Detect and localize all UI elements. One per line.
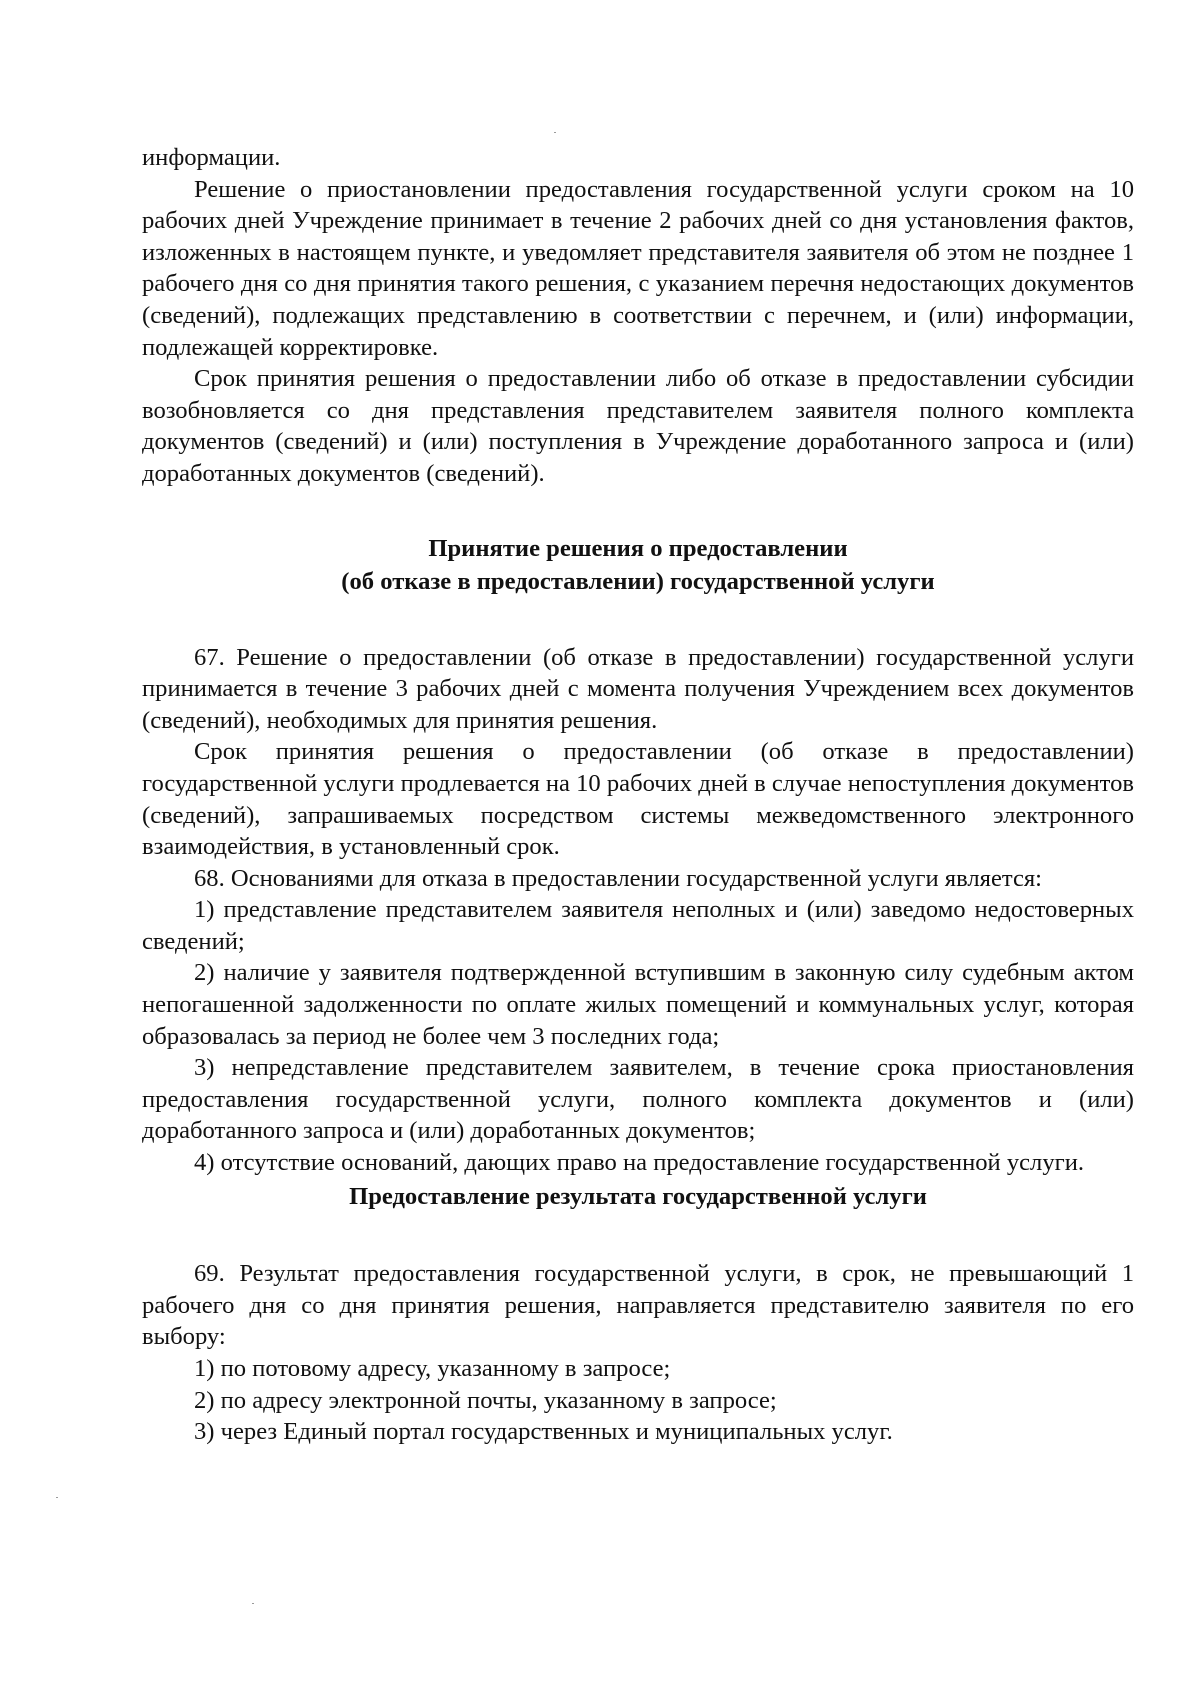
list-item-68-2: 2) наличие у заявителя подтвержденной вступившим в законную силу судебным актом непогашенной задолженности по оплате жилых помещений и коммунальных услуг, которая образовалась за период не более чем 3 последних года; xyxy=(142,959,1134,1050)
paragraph-68: 68. Основаниями для отказа в предоставлении государственной услуги является: xyxy=(194,864,1043,892)
opening-line: информации. xyxy=(142,144,281,171)
scan-speck xyxy=(554,132,556,133)
scan-speck xyxy=(252,1603,254,1604)
list-item-68-3: 3) непредставление представителем заявителем, в течение срока приостановления предоставления государственной услуги, полного комплекта документов и (или) доработанного запроса и (или) доработанных документов; xyxy=(142,1054,1134,1145)
list-item-68-1: 1) представление представителем заявителя неполных и (или) заведомо недостоверных сведений; xyxy=(142,896,1134,955)
scan-speck xyxy=(56,1497,58,1498)
paragraph-suspension-decision: Решение о приостановлении предоставления государственной услуги сроком на 10 рабочих дней Учреждение принимает в течение 2 рабочих дней со дня установления фактов, изложенных в настоящем пункте, и уведомляет представителя заявителя об этом не позднее 1 рабочего дня со дня принятия такого решения, с указанием перечня недостающих документов (сведений), подлежащих представлению в соответствии с перечнем, и (или) информации, подлежащей корректировке. xyxy=(142,175,1134,361)
heading-decision-line2: (об отказе в предоставлении) государственной услуги xyxy=(341,567,935,595)
heading-result: Предоставление результата государственной услуги xyxy=(349,1182,927,1210)
paragraph-67-extension: Срок принятия решения о предоставлении (об отказе в предоставлении) государственной услуги продлевается на 10 рабочих дней в случае непоступления документов (сведений), запрашиваемых посредством системы межведомственного электронного взаимодействия, в установленный срок. xyxy=(142,738,1134,861)
paragraph-69: 69. Результат предоставления государственной услуги, в срок, не превышающий 1 рабочего дня со дня принятия решения, направляется представителю заявителя по его выбору: xyxy=(142,1260,1134,1351)
section-heading-decision xyxy=(142,532,1134,598)
list-item-69-3: 3) через Единый портал государственных и муниципальных услуг. xyxy=(194,1418,893,1446)
list-item-69-1: 1) по потовому адресу, указанному в запросе; xyxy=(194,1355,671,1382)
list-item-69-2: 2) по адресу электронной почты, указанному в запросе; xyxy=(194,1386,777,1414)
paragraph-deadline-resumption: Срок принятия решения о предоставлении либо об отказе в предоставлении субсидии возобновляется со дня представления представителем заявителя полного комплекта документов (сведений) и (или) поступления в Учреждение доработанного запроса и (или) доработанных документов (сведений). xyxy=(142,365,1134,487)
heading-decision-line1: Принятие решения о предоставлении xyxy=(428,534,848,562)
list-item-68-4: 4) отсутствие оснований, дающих право на предоставление государственной услуги. xyxy=(194,1149,1085,1177)
document-body xyxy=(142,142,1134,1448)
section-heading-result xyxy=(142,1181,1134,1213)
paragraph-67: 67. Решение о предоставлении (об отказе в предоставлении) государственной услуги принимается в течение 3 рабочих дней с момента получения Учреждением всех документов (сведений), необходимых для принятия решения. xyxy=(142,643,1134,734)
